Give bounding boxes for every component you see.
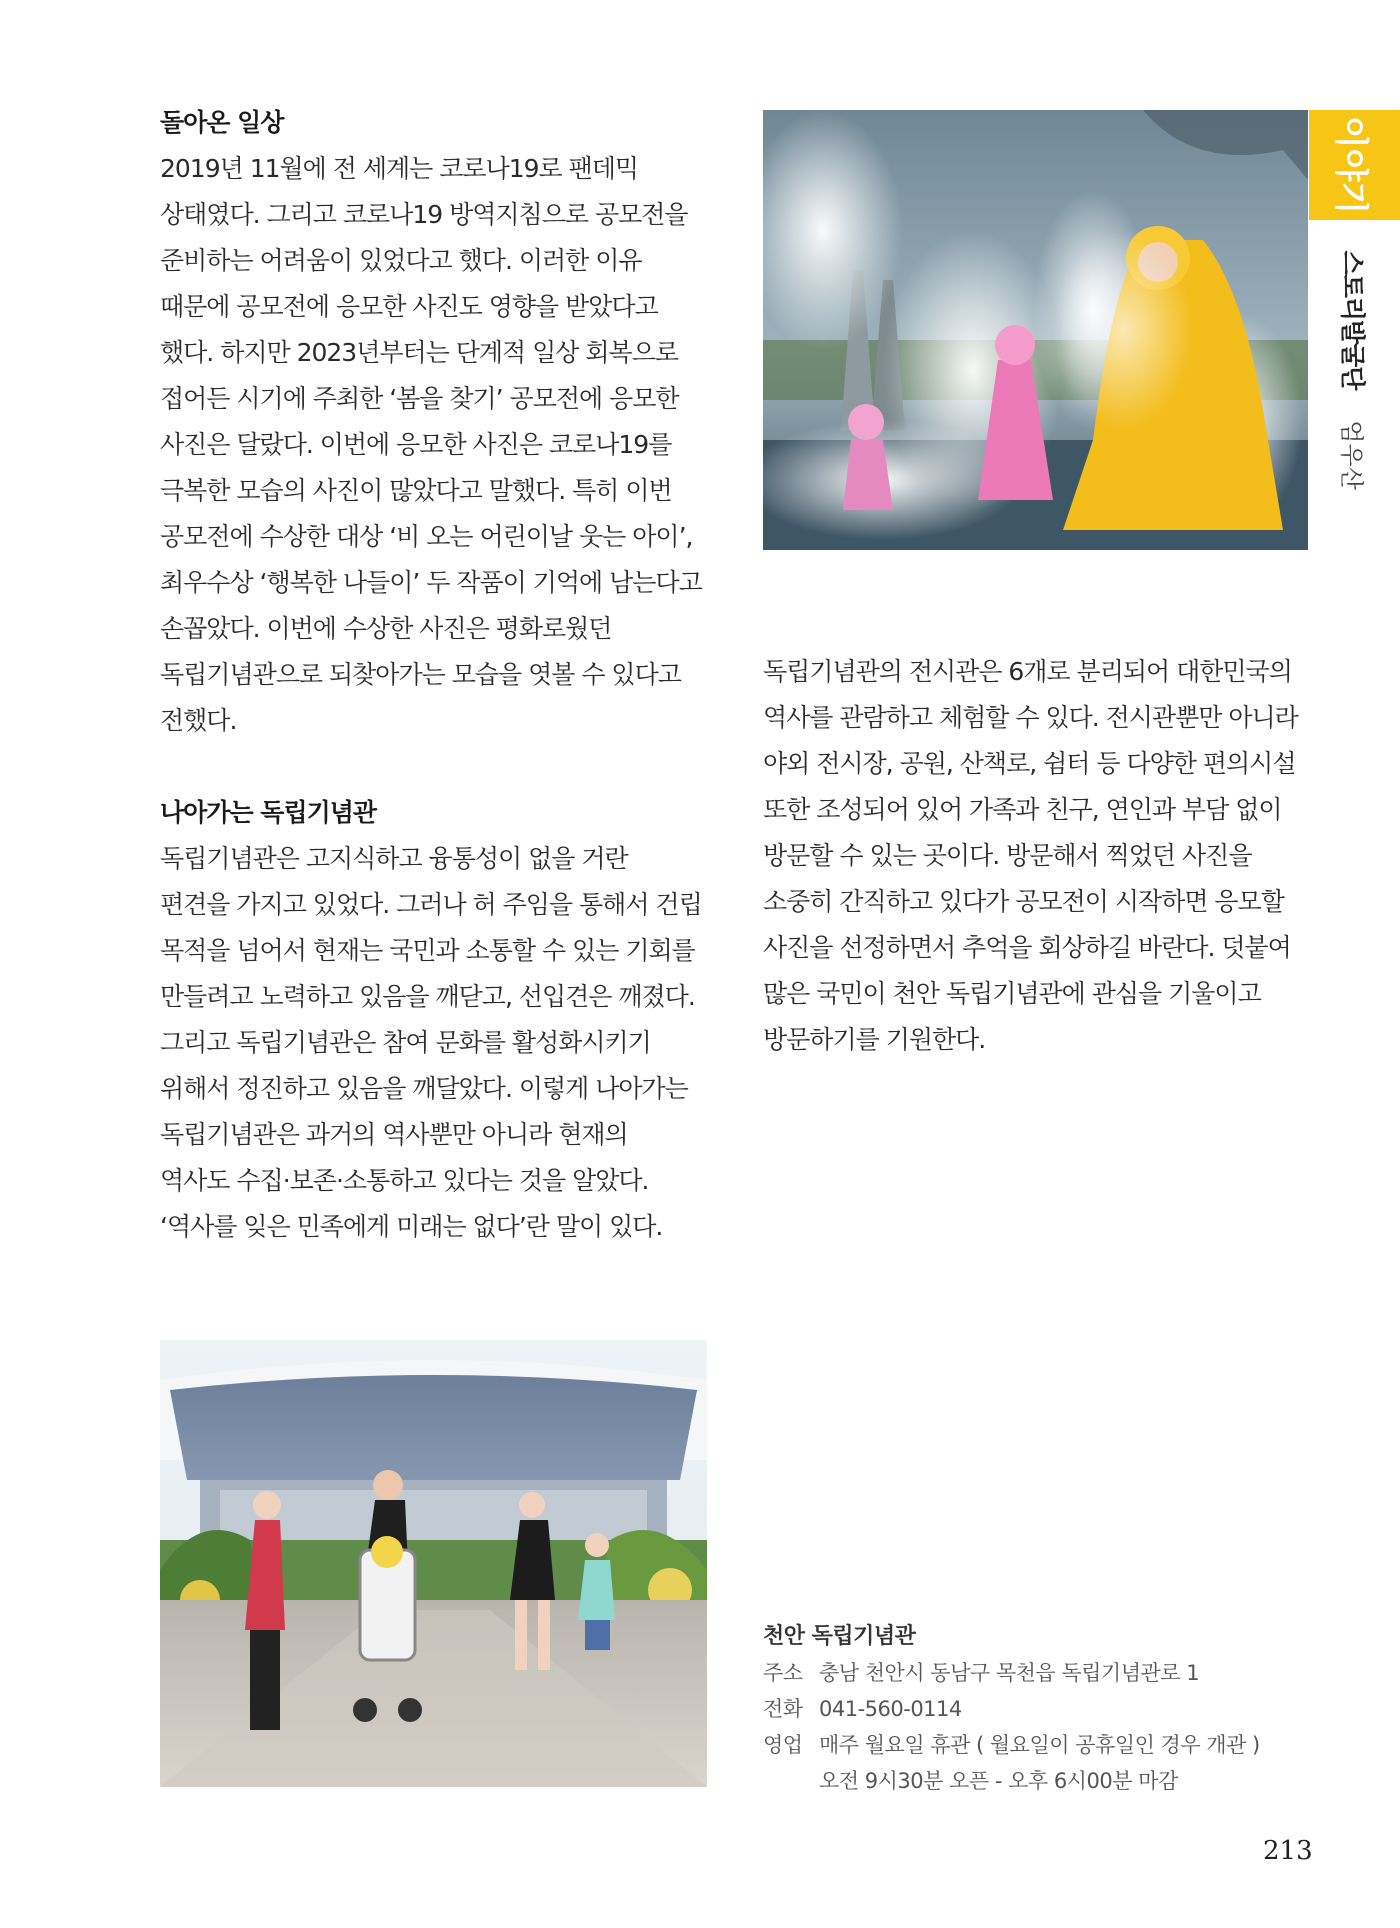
paragraph-line: 최우수상 ‘행복한 나들이’ 두 작품이 기억에 남는다고 <box>160 568 702 597</box>
address-label: 주소 <box>763 1661 803 1685</box>
paragraph-line: 또한 조성되어 있어 가족과 친구, 연인과 부담 없이 <box>763 795 1282 824</box>
fountain-photo-illustration <box>763 110 1308 550</box>
hours-label: 영업 <box>763 1733 803 1757</box>
paragraph-line: 방문할 수 있는 곳이다. 방문해서 찍었던 사진을 <box>763 841 1252 870</box>
right-text-column <box>763 649 1323 1063</box>
location-title: 천안 독립기념관 <box>763 1624 916 1649</box>
paragraph-line: 했다. 하지만 2023년부터는 단계적 일상 회복으로 <box>160 338 679 367</box>
address-value: 충남 천안시 동남구 목천읍 독립기념관로 1 <box>819 1661 1200 1685</box>
paragraph-line: 때문에 공모전에 응모한 사진도 영향을 받았다고 <box>160 292 658 321</box>
paragraph-line: 위해서 정진하고 있음을 깨달았다. 이렇게 나아가는 <box>160 1074 688 1103</box>
paragraph-line: 많은 국민이 천안 독립기념관에 관심을 기울이고 <box>763 979 1261 1008</box>
left-text-column <box>160 100 720 1250</box>
phone-value: 041-560-0114 <box>819 1697 962 1721</box>
address-row <box>763 1655 1363 1691</box>
page-number: 213 <box>1263 1836 1313 1866</box>
paragraph-line: 역사도 수집·보존·소통하고 있다는 것을 알았다. <box>160 1166 649 1195</box>
paragraph-line: 만들려고 노력하고 있음을 깨닫고, 선입견은 깨졌다. <box>160 982 695 1011</box>
fountain-children-photo <box>763 110 1308 550</box>
paragraph-line: 편견을 가지고 있었다. 그러나 허 주임을 통해서 건립 <box>160 890 702 919</box>
location-info <box>763 1619 1363 1799</box>
paragraph-line: 사진은 달랐다. 이번에 응모한 사진은 코로나19를 <box>160 430 672 459</box>
section-heading-advancing-hall: 나아가는 독립기념관 <box>160 798 377 827</box>
paragraph-line: 접어든 시기에 주최한 ‘봄을 찾기’ 공모전에 응모한 <box>160 384 679 413</box>
paragraph-line: 독립기념관은 고지식하고 융통성이 없을 거란 <box>160 844 628 873</box>
phone-label: 전화 <box>763 1697 803 1721</box>
hours-value-open-times: 오전 9시30분 오픈 - 오후 6시00분 마감 <box>819 1769 1178 1793</box>
section-heading-returned-daily-life: 돌아온 일상 <box>160 108 284 137</box>
paragraph-line: 전했다. <box>160 706 237 735</box>
section-tab-label: 이야기 <box>1330 115 1371 215</box>
paragraph-line: 준비하는 어려움이 있었다고 했다. 이러한 이유 <box>160 246 642 275</box>
series-title: 스토리발굴단 <box>1338 250 1367 390</box>
paragraph-line: 독립기념관은 과거의 역사뿐만 아니라 현재의 <box>160 1120 628 1149</box>
paragraph-line: 극복한 모습의 사진이 많았다고 말했다. 특히 이번 <box>160 476 672 505</box>
family-walk-photo <box>160 1340 707 1787</box>
paragraph-line: 상태였다. 그리고 코로나19 방역지침으로 공모전을 <box>160 200 688 229</box>
paragraph-gap <box>160 744 720 790</box>
paragraph-line: 2019년 11월에 전 세계는 코로나19로 팬데믹 <box>160 154 639 183</box>
author-name: 엄우산 <box>1337 420 1366 490</box>
paragraph-line: 독립기념관으로 되찾아가는 모습을 엿볼 수 있다고 <box>160 660 681 689</box>
paragraph-line: 방문하기를 기원한다. <box>763 1025 986 1054</box>
paragraph-line: 사진을 선정하면서 추억을 회상하길 바란다. 덧붙여 <box>763 933 1291 962</box>
family-photo-illustration <box>160 1340 707 1787</box>
paragraph-line: 손꼽았다. 이번에 수상한 사진은 평화로웠던 <box>160 614 612 643</box>
paragraph-line: 목적을 넘어서 현재는 국민과 소통할 수 있는 기회를 <box>160 936 695 965</box>
paragraph-line: 그리고 독립기념관은 참여 문화를 활성화시키기 <box>160 1028 651 1057</box>
paragraph-line: 공모전에 수상한 대상 ‘비 오는 어린이날 웃는 아이’, <box>160 522 693 551</box>
hours-row <box>763 1727 1363 1763</box>
paragraph-line: 소중히 간직하고 있다가 공모전이 시작하면 응모할 <box>763 887 1284 916</box>
paragraph-line: 독립기념관의 전시관은 6개로 분리되어 대한민국의 <box>763 657 1292 686</box>
paragraph-line: 야외 전시장, 공원, 산책로, 쉼터 등 다양한 편의시설 <box>763 749 1296 778</box>
paragraph-line: ‘역사를 잊은 민족에게 미래는 없다’란 말이 있다. <box>160 1212 663 1241</box>
hours-value-closing-day: 매주 월요일 휴관 ( 월요일이 공휴일인 경우 개관 ) <box>819 1733 1260 1757</box>
phone-row <box>763 1691 1363 1727</box>
paragraph-line: 역사를 관람하고 체험할 수 있다. 전시관뿐만 아니라 <box>763 703 1298 732</box>
